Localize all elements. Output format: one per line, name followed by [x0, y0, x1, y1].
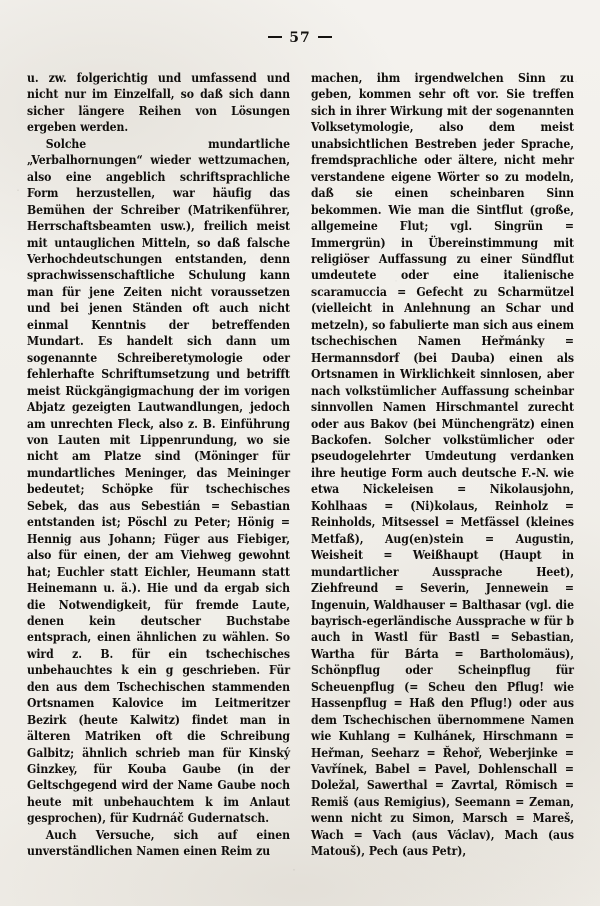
column-right: [311, 70, 574, 882]
header-dash-right-icon: [318, 36, 332, 38]
text-body: [27, 70, 575, 882]
page-header: [0, 30, 600, 46]
header-dash-left-icon: [268, 36, 282, 38]
column-left: [27, 70, 290, 882]
paragraph: Solche mundartliche „Verbalhornungen“ wieder wettzumachen, also eine angeblich schriftsprachliche Form herzustellen, war häufig das Bemühen der Schreiber (Matrikenführer, Herrschaftsbeamten usw.), freilich meist mit untauglichen Mitteln, so daß falsche Verhochdeutschungen entstanden, denn sprachwissenschaftliche Schulung kann man für jene Zeiten nicht voraussetzen und bei jenen Ständen oft auch nicht einmal Kenntnis der betreffenden Mundart. Es handelt sich dann um sogenannte Schreiberetymologie oder fehlerhafte Schriftumsetzung und betrifft meist Rückgängigmachung der im vorigen Abjatz gezeigten Lautwandlungen, jedoch am unrechten Fleck, also z. B. Einführung von Lauten mit Lippenrundung, wo sie nicht am Platze sind (Möninger für mundartliches Meninger, das Meininger bedeutet; Schöpke für tschechisches Sebek, das aus Sebestián = Sebastian entstanden ist; Pöschl zu Peter; Hönig = Hennig aus Johann; Füger aus Fiebiger, also für einen, der am Viehweg gewohnt hat; Euchler statt Eichler, Heumann statt Heinemann u. ä.). Hie und da ergab sich die Notwendigkeit, für fremde Laute, denen kein deutscher Buchstabe entsprach, einen ähnlichen zu wählen. So wird z. B. für ein tschechisches unbehauchtes k ein g geschrieben. Für den aus dem Tschechischen stammenden Ortsnamen Kalovice im Leitmeritzer Bezirk (heute Kalwitz) findet man in älteren Matriken oft die Schreibung Galbitz; ähnlich schrieb man für Kinský Ginzkey, für Kouba Gaube (in der Geltschgegend wird der Name Gaube noch heute mit unbehauchtem k im Anlaut gesprochen), für Kudrnáč Gudernatsch.: [27, 136, 290, 826]
paragraph: u. zw. folgerichtig und umfassend und nicht nur im Einzelfall, so daß sich dann sicher längere Reihen von Lösungen ergeben werden.: [27, 71, 290, 135]
paragraph: machen, ihm irgendwelchen Sinn zu geben, kommen sehr oft vor. Sie treffen sich in ihrer Wirkung mit der sogenannten Volksetymologie, also dem meist unabsichtlichen Bestreben jeder Sprache, fremdsprachliche oder ältere, nicht mehr verstandene eigene Wörter so zu modeln, daß sie einen scheinbaren Sinn bekommen. Wie man die Sintflut (große, allgemeine Flut; vgl. Singrün = Immergrün) in Übereinstimmung mit religiöser Auffassung zu einer Sündflut umdeutete oder eine italienische scaramuccia = Gefecht zu Scharmützel (vielleicht in Anlehnung an Schar und metzeln), so fabulierte man sich aus einem tschechischen Namen Heřmánky = Hermannsdorf (bei Dauba) einen als Ortsnamen in Wirklichkeit sinnlosen, aber nach volkstümlicher Auffassung scheinbar sinnvollen Namen Hirschmantel zurecht oder aus Bakov (bei Münchengrätz) einen Backofen. Solcher volkstümlicher oder pseudogelehrter Umdeutung verdanken ihre heutige Form auch deutsche F.-N. wie etwa Nickeleisen = Nikolausjohn, Kohlhaas = (Ni)kolaus, Reinholz = Reinholds, Mitsessel = Metfässel (kleines Metfaß), Aug(en)stein = Augustin, Weisheit = Weißhaupt (Haupt in mundartlicher Aussprache Heet), Ziehfreund = Severin, Jennewein = Ingenuin, Waldhauser = Balthasar (vgl. die bayrisch-egerländische Aussprache w für b auch in Wastl für Bastl = Sebastian, Wartha für Bárta = Bartholomäus), Schönpflug oder Scheinpflug für Scheuenpflug (= Scheu den Pflug! wie Hassenpflug = Haß den Pflug!) oder aus dem Tschechischen übernommene Namen wie Kuhlang = Kulhánek, Hirschmann = Heřman, Seeharz = Řehoř, Weberjinke = Vavřínek, Babel = Pavel, Dohlenschall = Doležal, Sawerthal = Zavrtal, Römisch = Remiš (aus Remigius), Seemann = Zeman, wenn nicht zu Simon, Marsch = Mareš, Wach = Vach (aus Václav), Mach (aus Matouš), Pech (aus Petr),: [311, 71, 574, 859]
page-number: 57: [289, 30, 311, 46]
paragraph: Auch Versuche, sich auf einen unverständlichen Namen einen Reim zu: [27, 827, 290, 859]
